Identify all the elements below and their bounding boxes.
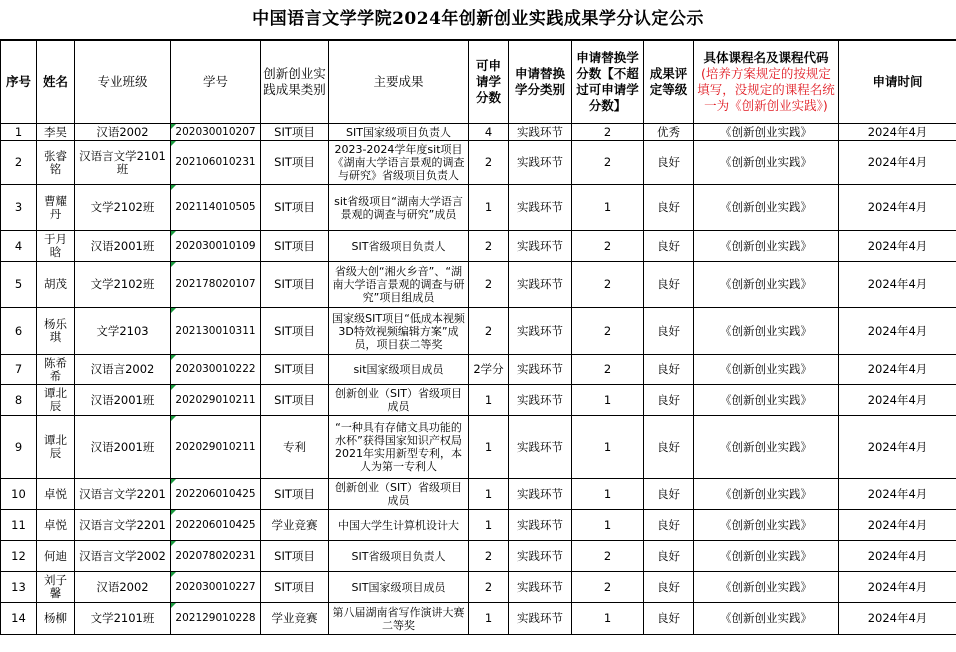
header-achievement: 主要成果 — [329, 41, 469, 124]
cell-replace-credits: 2 — [572, 572, 644, 603]
cell-major: 汉语言文学2101班 — [75, 141, 171, 185]
cell-student-id: 202030010222 — [171, 355, 261, 385]
header-apply-time: 申请时间 — [839, 41, 956, 124]
cell-apply-time: 2024年4月 — [839, 185, 956, 231]
cell-grade: 良好 — [644, 231, 694, 262]
credit-table — [0, 40, 956, 635]
cell-name: 刘子馨 — [37, 572, 75, 603]
cell-seq: 12 — [1, 541, 37, 572]
cell-grade: 良好 — [644, 603, 694, 635]
cell-major: 汉语2001班 — [75, 385, 171, 416]
cell-achievement: 国家级SIT项目“低成本视频3D特效视频编辑方案”成员，项目获二等奖 — [329, 308, 469, 355]
cell-name: 杨柳 — [37, 603, 75, 635]
cell-course: 《创新创业实践》 — [694, 572, 839, 603]
table-row — [1, 124, 956, 141]
cell-seq: 6 — [1, 308, 37, 355]
cell-apply-time: 2024年4月 — [839, 385, 956, 416]
cell-student-id: 202206010425 — [171, 479, 261, 510]
table-row — [1, 479, 956, 510]
cell-student-id: 202130010311 — [171, 308, 261, 355]
cell-replace-category: 实践环节 — [509, 185, 572, 231]
cell-replace-credits: 1 — [572, 603, 644, 635]
cell-seq: 13 — [1, 572, 37, 603]
cell-replace-credits: 2 — [572, 308, 644, 355]
cell-student-id: 202029010211 — [171, 416, 261, 479]
cell-grade: 良好 — [644, 541, 694, 572]
cell-category: SIT项目 — [261, 355, 329, 385]
cell-replace-credits: 2 — [572, 355, 644, 385]
cell-course: 《创新创业实践》 — [694, 385, 839, 416]
cell-name: 杨乐琪 — [37, 308, 75, 355]
header-major: 专业班级 — [75, 41, 171, 124]
header-course — [694, 41, 839, 124]
cell-name: 李昊 — [37, 124, 75, 141]
cell-seq: 1 — [1, 124, 37, 141]
header-replace-credits: 申请替换学分数【不超过可申请学分数】 — [572, 41, 644, 124]
cell-student-id: 202078020231 — [171, 541, 261, 572]
cell-name: 陈希希 — [37, 355, 75, 385]
cell-student-id: 202129010228 — [171, 603, 261, 635]
table-row — [1, 141, 956, 185]
cell-replace-credits: 1 — [572, 479, 644, 510]
table-row — [1, 541, 956, 572]
header-credits-allowed: 可申请学分数 — [469, 41, 509, 124]
cell-credits-allowed: 2 — [469, 231, 509, 262]
cell-credits-allowed: 2学分 — [469, 355, 509, 385]
cell-name: 胡茂 — [37, 262, 75, 308]
cell-replace-category: 实践环节 — [509, 510, 572, 541]
cell-category: SIT项目 — [261, 141, 329, 185]
table-row — [1, 510, 956, 541]
cell-major: 汉语2002 — [75, 124, 171, 141]
cell-grade: 良好 — [644, 510, 694, 541]
cell-replace-credits: 2 — [572, 262, 644, 308]
cell-major: 汉语2002 — [75, 572, 171, 603]
cell-student-id: 202030010227 — [171, 572, 261, 603]
cell-credits-allowed: 1 — [469, 385, 509, 416]
cell-course: 《创新创业实践》 — [694, 479, 839, 510]
cell-seq: 3 — [1, 185, 37, 231]
cell-achievement: 中国大学生计算机设计大 — [329, 510, 469, 541]
cell-course: 《创新创业实践》 — [694, 124, 839, 141]
cell-grade: 良好 — [644, 385, 694, 416]
cell-apply-time: 2024年4月 — [839, 262, 956, 308]
cell-replace-category: 实践环节 — [509, 141, 572, 185]
cell-seq: 9 — [1, 416, 37, 479]
cell-replace-credits: 1 — [572, 510, 644, 541]
cell-seq: 2 — [1, 141, 37, 185]
table-row — [1, 262, 956, 308]
cell-achievement: 创新创业（SIT）省级项目成员 — [329, 385, 469, 416]
cell-achievement: sit国家级项目成员 — [329, 355, 469, 385]
cell-seq: 4 — [1, 231, 37, 262]
cell-course: 《创新创业实践》 — [694, 416, 839, 479]
header-seq: 序号 — [1, 41, 37, 124]
cell-student-id: 202106010231 — [171, 141, 261, 185]
header-name: 姓名 — [37, 41, 75, 124]
cell-grade: 优秀 — [644, 124, 694, 141]
cell-replace-category: 实践环节 — [509, 479, 572, 510]
table-row — [1, 416, 956, 479]
cell-apply-time: 2024年4月 — [839, 141, 956, 185]
cell-apply-time: 2024年4月 — [839, 231, 956, 262]
cell-grade: 良好 — [644, 479, 694, 510]
cell-replace-category: 实践环节 — [509, 385, 572, 416]
cell-category: SIT项目 — [261, 231, 329, 262]
cell-achievement: sit省级项目“湖南大学语言景观的调查与研究”成员 — [329, 185, 469, 231]
cell-achievement: SIT省级项目负责人 — [329, 231, 469, 262]
cell-category: 学业竞赛 — [261, 510, 329, 541]
cell-student-id: 202114010505 — [171, 185, 261, 231]
cell-replace-credits: 1 — [572, 385, 644, 416]
cell-grade: 良好 — [644, 416, 694, 479]
table-row — [1, 355, 956, 385]
cell-apply-time: 2024年4月 — [839, 479, 956, 510]
cell-seq: 14 — [1, 603, 37, 635]
cell-major: 汉语2001班 — [75, 416, 171, 479]
cell-category: SIT项目 — [261, 185, 329, 231]
cell-credits-allowed: 1 — [469, 416, 509, 479]
cell-category: SIT项目 — [261, 385, 329, 416]
cell-grade: 良好 — [644, 141, 694, 185]
cell-major: 文学2101班 — [75, 603, 171, 635]
cell-credits-allowed: 2 — [469, 262, 509, 308]
cell-course: 《创新创业实践》 — [694, 262, 839, 308]
cell-student-id: 202030010109 — [171, 231, 261, 262]
cell-grade: 良好 — [644, 572, 694, 603]
cell-replace-credits: 1 — [572, 416, 644, 479]
cell-apply-time: 2024年4月 — [839, 355, 956, 385]
cell-achievement: 第八届湖南省写作演讲大赛 二等奖 — [329, 603, 469, 635]
cell-apply-time: 2024年4月 — [839, 541, 956, 572]
header-grade: 成果评定等级 — [644, 41, 694, 124]
cell-apply-time: 2024年4月 — [839, 416, 956, 479]
header-course-title: 具体课程名及课程代码 — [703, 50, 829, 65]
table-row — [1, 385, 956, 416]
cell-major: 汉语言文学2201 — [75, 479, 171, 510]
cell-course: 《创新创业实践》 — [694, 231, 839, 262]
cell-seq: 8 — [1, 385, 37, 416]
cell-name: 卓悦 — [37, 479, 75, 510]
cell-category: SIT项目 — [261, 572, 329, 603]
cell-apply-time: 2024年4月 — [839, 603, 956, 635]
cell-replace-credits: 2 — [572, 231, 644, 262]
table-row — [1, 572, 956, 603]
cell-name: 谭北辰 — [37, 416, 75, 479]
cell-name: 于月晗 — [37, 231, 75, 262]
cell-course: 《创新创业实践》 — [694, 141, 839, 185]
cell-grade: 良好 — [644, 185, 694, 231]
cell-seq: 11 — [1, 510, 37, 541]
cell-achievement: SIT国家级项目负责人 — [329, 124, 469, 141]
cell-apply-time: 2024年4月 — [839, 124, 956, 141]
cell-seq: 10 — [1, 479, 37, 510]
cell-achievement: “一种具有存储文具功能的水杯”获得国家知识产权局2021年实用新型专利，本人为第一专利人 — [329, 416, 469, 479]
cell-grade: 良好 — [644, 262, 694, 308]
cell-course: 《创新创业实践》 — [694, 308, 839, 355]
cell-replace-credits: 2 — [572, 124, 644, 141]
header-student-id: 学号 — [171, 41, 261, 124]
cell-credits-allowed: 2 — [469, 572, 509, 603]
cell-category: SIT项目 — [261, 262, 329, 308]
cell-replace-category: 实践环节 — [509, 541, 572, 572]
cell-replace-credits: 2 — [572, 541, 644, 572]
cell-credits-allowed: 1 — [469, 185, 509, 231]
cell-name: 卓悦 — [37, 510, 75, 541]
cell-replace-category: 实践环节 — [509, 355, 572, 385]
cell-achievement: 2023-2024学年度sit项目《湖南大学语言景观的调查与研究》省级项目负责人 — [329, 141, 469, 185]
cell-name: 曹耀丹 — [37, 185, 75, 231]
cell-credits-allowed: 1 — [469, 603, 509, 635]
header-category: 创新创业实践成果类别 — [261, 41, 329, 124]
cell-replace-category: 实践环节 — [509, 572, 572, 603]
cell-major: 文学2102班 — [75, 185, 171, 231]
cell-credits-allowed: 2 — [469, 541, 509, 572]
table-row — [1, 308, 956, 355]
cell-replace-category: 实践环节 — [509, 262, 572, 308]
cell-category: 学业竞赛 — [261, 603, 329, 635]
header-replace-category: 申请替换学分类别 — [509, 41, 572, 124]
cell-credits-allowed: 2 — [469, 308, 509, 355]
cell-category: SIT项目 — [261, 308, 329, 355]
cell-grade: 良好 — [644, 355, 694, 385]
cell-category: SIT项目 — [261, 479, 329, 510]
cell-achievement: SIT省级项目负责人 — [329, 541, 469, 572]
cell-replace-category: 实践环节 — [509, 416, 572, 479]
header-course-note: (培养方案规定的按规定填写，没规定的课程名统一为《创新创业实践》) — [697, 66, 835, 113]
cell-apply-time: 2024年4月 — [839, 510, 956, 541]
cell-seq: 7 — [1, 355, 37, 385]
cell-major: 汉语言文学2201 — [75, 510, 171, 541]
table-row — [1, 231, 956, 262]
cell-achievement: 创新创业（SIT）省级项目成员 — [329, 479, 469, 510]
cell-course: 《创新创业实践》 — [694, 510, 839, 541]
cell-credits-allowed: 1 — [469, 510, 509, 541]
cell-name: 张睿铭 — [37, 141, 75, 185]
cell-credits-allowed: 4 — [469, 124, 509, 141]
cell-category: SIT项目 — [261, 124, 329, 141]
cell-course: 《创新创业实践》 — [694, 541, 839, 572]
page-title: 中国语言文学学院2024年创新创业实践成果学分认定公示 — [0, 0, 956, 40]
cell-category: 专利 — [261, 416, 329, 479]
cell-apply-time: 2024年4月 — [839, 572, 956, 603]
header-row — [1, 41, 956, 124]
cell-major: 汉语言2002 — [75, 355, 171, 385]
cell-seq: 5 — [1, 262, 37, 308]
cell-major: 汉语言文学2002 — [75, 541, 171, 572]
cell-name: 谭北辰 — [37, 385, 75, 416]
cell-replace-credits: 1 — [572, 185, 644, 231]
cell-name: 何迪 — [37, 541, 75, 572]
cell-student-id: 202029010211 — [171, 385, 261, 416]
cell-student-id: 202206010425 — [171, 510, 261, 541]
cell-replace-category: 实践环节 — [509, 603, 572, 635]
cell-apply-time: 2024年4月 — [839, 308, 956, 355]
table-row — [1, 185, 956, 231]
cell-replace-category: 实践环节 — [509, 308, 572, 355]
cell-replace-credits: 2 — [572, 141, 644, 185]
cell-replace-category: 实践环节 — [509, 231, 572, 262]
cell-major: 文学2103 — [75, 308, 171, 355]
cell-grade: 良好 — [644, 308, 694, 355]
cell-category: SIT项目 — [261, 541, 329, 572]
cell-course: 《创新创业实践》 — [694, 355, 839, 385]
cell-credits-allowed: 2 — [469, 141, 509, 185]
cell-major: 汉语2001班 — [75, 231, 171, 262]
cell-credits-allowed: 1 — [469, 479, 509, 510]
cell-course: 《创新创业实践》 — [694, 603, 839, 635]
cell-major: 文学2102班 — [75, 262, 171, 308]
table-row — [1, 603, 956, 635]
cell-student-id: 202178020107 — [171, 262, 261, 308]
cell-course: 《创新创业实践》 — [694, 185, 839, 231]
cell-replace-category: 实践环节 — [509, 124, 572, 141]
cell-achievement: SIT国家级项目成员 — [329, 572, 469, 603]
cell-achievement: 省级大创“湘火乡音”、“湖南大学语言景观的调查与研究”项目组成员 — [329, 262, 469, 308]
cell-student-id: 202030010207 — [171, 124, 261, 141]
